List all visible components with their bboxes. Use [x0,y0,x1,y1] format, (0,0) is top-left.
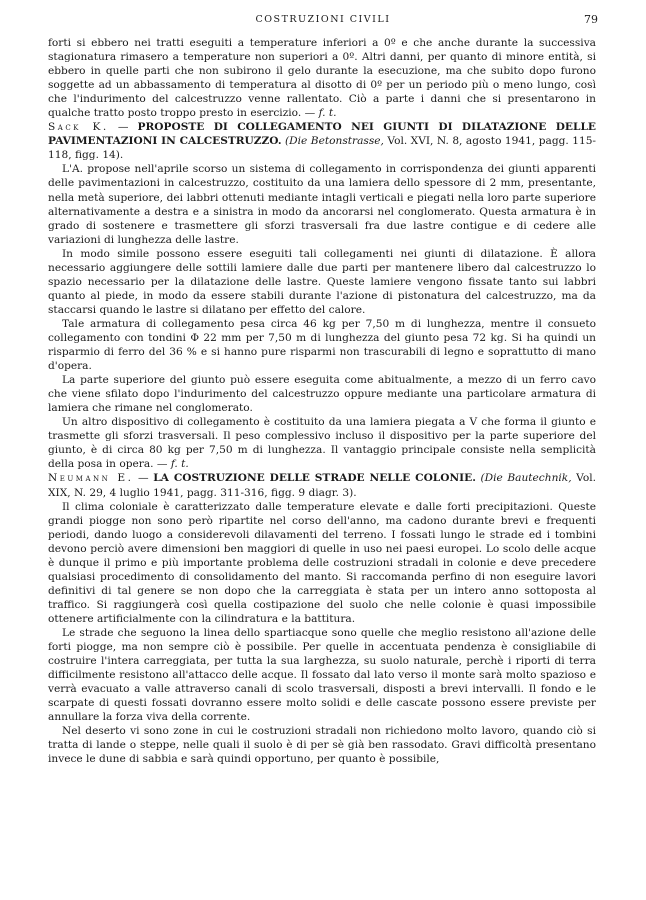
intro-signature: — f. t. [304,107,337,120]
entry-1-title: PROPOSTE DI COLLEGAMENTO NEI GIUNTI DI DILATAZIONE DELLE PAVIMENTAZIONI IN CALCESTRUZZO. [48,121,596,148]
entry-1-paragraph-5-wrap [48,415,596,471]
entry-2-paragraph-3: Nel deserto vi sono zone in cui le costruzioni stradali non richiedono molto lavoro, quando ciò si tratta di lande o steppe, nelle quali il suolo è di per sè già ben rassodato. Gravi difficoltà presentano invece le dune di sabbia e sarà quindi opportuno, per quanto è possibile, [48,725,596,766]
entry-1-heading [48,120,596,162]
entry-1-paragraph-3: Tale armatura di collegamento pesa circa 46 kg per 7,50 m di lunghezza, mentre il consueto collegamento con tondini Φ 22 mm per 7,50 m di lunghezza del giunto pesa 72 kg. Si ha quindi un risparmio di ferro del 36 % e si hanno pure risparmi non trascurabili di legno e soprattutto di mano d'opera. [48,317,596,373]
entry-2-source-journal: (Die Bautechnik, [480,472,572,485]
entry-1-source-journal: (Die Betonstrasse, [285,135,384,148]
page-header [48,14,598,30]
entry-2-author: Neumann E. [48,472,134,485]
entry-1-dash: — [117,121,129,134]
running-title: COSTRUZIONI CIVILI [255,14,391,25]
entry-2-heading [48,471,596,499]
entry-1-paragraph-2: In modo simile possono essere eseguiti tali collegamenti nei giunti di dilatazione. È allora necessario aggiungere delle sottili lamiere dalle due parti per mantenere libero dal calcestruzzo lo spazio necessario per la dilatazione delle lastre. Queste lamiere vengono fissate tanto sui labbri quanto al piede, in modo da essere stabili durante l'azione di pistonatura del calcestruzzo, ma da staccarsi quando le lastre si dilatano per effetto del calore. [48,247,596,316]
entry-1-paragraph-5: Un altro dispositivo di collegamento è costituito da una lamiera piegata a V che forma il giunto e trasmette gli sforzi trasversali. Il peso complessivo incluso il dispositivo per la parte superiore del giunto, è di circa 80 kg per 7,50 m di lunghezza. Il vantaggio principale consiste nella semplicità della posa in opera. [48,416,596,471]
page-number: 79 [584,13,598,26]
entry-2-paragraph-2: Le strade che seguono la linea dello spartiacque sono quelle che meglio resistono all'azione delle forti piogge, ma non sempre ciò è possibile. Per quelle in accentuata pendenza è consigliabile di costruire l'intera carreggiata, per tutta la sua larghezza, su suolo naturale, perchè i riporti di terra difficilmente resistono all'attacco delle acque. Il fossato dal lato verso il monte sarà molto spazioso e verrà evacuato a valle attraverso canali di scolo trasversali, disposti a brevi intervalli. Il fondo e le scarpate di questi fossati dovranno essere molto solidi e delle cascate possono essere previste per annullare la forza viva della corrente. [48,626,596,724]
entry-2-dash: — [138,472,149,485]
intro-paragraph [48,36,596,120]
entry-1-source-details: Vol. XVI, N. 8, agosto 1941, pagg. 115-118, figg. 14). [48,135,597,162]
entry-1-signature: — f. t. [156,458,189,471]
entry-1-author: Sack K. [48,121,109,134]
page-body [48,36,596,766]
entry-2-title: LA COSTRUZIONE DELLE STRADE NELLE COLONIE. [153,472,476,485]
intro-text: forti si ebbero nei tratti eseguiti a temperature inferiori a 0º e che anche durante la successiva stagionatura rimasero a temperature non superiori a 0º. Altri danni, per quanto di minore entità, si ebbero in quelle parti che non subirono il gelo durante la esecuzione, ma che subito dopo furono soggette ad un abbassamento di temperatura al disotto di 0º per un periodo più o meno lungo, così che l'indurimento del calcestruzzo venne rallentato. Ciò a parte i danni che si presentarono in qualche tratto posto troppo presto in esercizio. [48,37,596,120]
entry-1-paragraph-1: L'A. propose nell'aprile scorso un sistema di collegamento in corrispondenza dei giunti apparenti delle pavimentazioni in calcestruzzo, costituito da una lamiera dello spessore di 2 mm, presentante, nella metà superiore, dei labbri ottenuti mediante intagli verticali e piegati nella loro parte superiore alternativamente a destra e a sinistra in modo da ancorarsi nel conglomerato. Questa armatura è in grado di sostenere e trasmettere gli sforzi trasversali fra due lastre contigue e di cedere alle variazioni di lunghezza delle lastre. [48,163,596,246]
entry-1-paragraph-4: La parte superiore del giunto può essere eseguita come abitualmente, a mezzo di un ferro cavo che viene sfilato dopo l'indurimento del calcestruzzo oppure mediante una particolare armatura di lamiera che rimane nel conglomerato. [48,374,596,415]
entry-2-source-details: Vol. XIX, N. 29, 4 luglio 1941, pagg. 311-316, figg. 9 diagr. 3). [48,472,596,499]
entry-2-paragraph-1: Il clima coloniale è caratterizzato dalle temperature elevate e dalle forti precipitazioni. Queste grandi piogge non sono però ripartite nel corso dell'anno, ma cadono durante brevi e frequenti periodi, dando luogo a considerevoli dilavamenti del terreno. I fossati lungo le strade ed i tombini devono perciò avere dimensioni ben maggiori di quelle in uso nei paesi europei. Lo scolo delle acque è dunque il primo e più importante problema delle costruzioni stradali in colonie e deve precedere qualsiasi procedimento di consolidamento del manto. Si raccomanda perfino di non eseguire lavori definitivi di tal genere se non dopo che la carreggiata è stata per un intero anno sottoposta al traffico. Si raggiungerà così quella costipazione del suolo che nelle colonie è quasi impossibile ottenere artificialmente con la cilindratura e la battitura. [48,500,596,625]
